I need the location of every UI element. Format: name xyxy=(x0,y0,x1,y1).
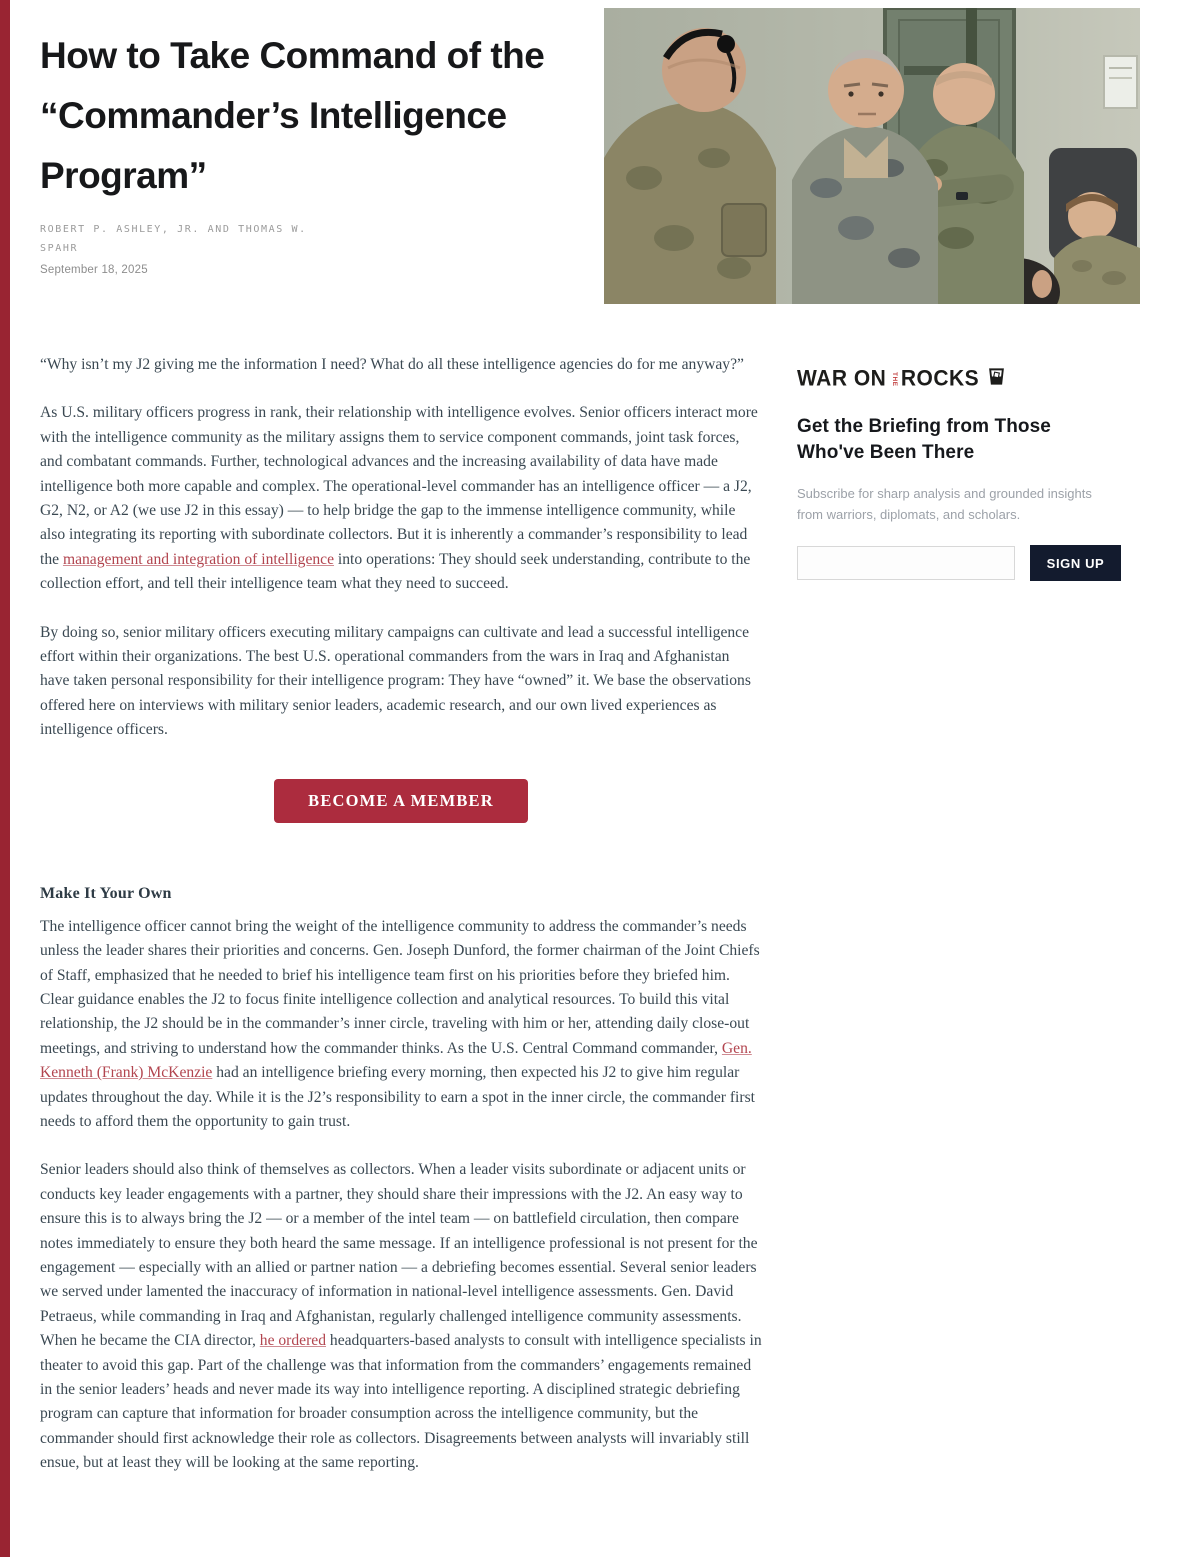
newsletter-subheading: Subscribe for sharp analysis and grounded insights from warriors, diplomats, and scholars. xyxy=(797,486,1092,523)
paragraph-text: had an intelligence briefing every morning, then expected his J2 to give him regular updates throughout the day. While it is the J2’s responsibility to earn a spot in the inner circle, the commander first needs to afford them the opportunity to gain trust. xyxy=(40,1064,755,1130)
intro-paragraphs xyxy=(40,345,762,743)
logo-text-rocks: ROCKS xyxy=(900,366,980,391)
paragraph-text: headquarters-based analysts to consult with intelligence specialists in theater to avoid this gap. Part of the challenge was that information from the commanders’ engagements remained in the senior leaders’ heads and never made its way into intelligence reporting. A disciplined strategic debriefing program can capture that information for broader consumption across the intelligence community, but the commander should first acknowledge their role as collectors. Disagreements between analysts will invariably still ensue, but at least they will be looking at the same reporting. xyxy=(40,1332,762,1472)
become-a-member-button[interactable]: BECOME A MEMBER xyxy=(274,779,528,823)
article-paragraph xyxy=(40,613,762,743)
article-paragraph xyxy=(40,1150,762,1475)
paragraph-text: As U.S. military officers progress in rank, their relationship with intelligence evolves. Senior officers interact more with the intelligence community as the military assigns them to service component commands, joint task forces, and combatant commands. Further, technological advances and the increasing availability of data have made intelligence both more capable and complex. The operational-level commander has an intelligence officer — a J2, G2, N2, or A2 (we use J2 in this essay) — to help bridge the gap to the immense intelligence community, while also integrating its reporting with subordinate collectors. But it is inherently a commander’s responsibility to lead the xyxy=(40,404,758,568)
byline[interactable]: ROBERT P. ASHLEY, JR. AND THOMAS W. SPAHR xyxy=(40,224,307,254)
logo-text-war-on: WAR ON xyxy=(797,366,887,391)
publish-date: September 18, 2025 xyxy=(40,264,148,276)
paragraph-text: The intelligence officer cannot bring the weight of the intelligence community to address the commander’s needs unless the leader shares their priorities and concerns. Gen. Joseph Dunford, the former chairman of the Joint Chiefs of Staff, emphasized that he needed to brief his intelligence team first on his priorities before they briefed him. Clear guidance enables the J2 to focus finite intelligence collection and analytical resources. To build this vital relationship, the J2 should be in the commander’s inner circle, traveling with him or her, attending daily close-out meetings, and striving to understand how the commander thinks. As the U.S. Central Command commander, xyxy=(40,917,760,1057)
email-input[interactable] xyxy=(797,546,1015,580)
article-paragraph xyxy=(40,393,762,596)
inline-link[interactable]: he ordered xyxy=(259,1332,327,1350)
article-paragraph xyxy=(40,907,762,1135)
section-paragraphs xyxy=(40,907,762,1476)
page-title: How to Take Command of the “Commander’s Intelligence Program” xyxy=(40,35,545,196)
article-paragraph xyxy=(40,345,762,377)
paragraph-text: into operations: They should seek understanding, contribute to the collection effort, and tell their intelligence team what they need to succeed. xyxy=(40,550,751,593)
newsletter-form xyxy=(797,545,1122,581)
hero-image xyxy=(604,8,1140,304)
logo-text-the: THE xyxy=(890,371,898,387)
article-body xyxy=(40,345,762,1492)
war-on-the-rocks-logo[interactable] xyxy=(797,366,1122,392)
paragraph-text: Senior leaders should also think of themselves as collectors. When a leader visits subordinate or adjacent units or conducts key leader engagements with a partner, they should share their impressions with the J2. An easy way to ensure this is to always bring the J2 — or a member of the intel team — on battlefield circulation, then compare notes immediately to ensure they both heard the same message. If an intelligence professional is not present for the engagement — especially with an allied or partner nation — a debriefing becomes essential. Several senior leaders we served under lamented the inaccuracy of information in national-level intelligence assessments. Gen. David Petraeus, while commanding in Iraq and Afghanistan, regularly challenged intelligence community assessments. When he became the CIA director, xyxy=(40,1161,758,1350)
hero-photo-illustration xyxy=(604,8,1140,304)
page-left-accent-bar xyxy=(0,0,10,1557)
member-button-wrap xyxy=(40,779,762,823)
paragraph-text: By doing so, senior military officers executing military campaigns can cultivate and lead a successful intelligence effort within their organizations. The best U.S. operational commanders from the wars in Iraq and Afghanistan have taken personal responsibility for their intelligence program: They have “owned” it. We base the observations offered here on interviews with military senior leaders, academic research, and our own lived experiences as intelligence officers. xyxy=(40,623,751,739)
inline-link[interactable]: management and integration of intelligence xyxy=(62,550,335,568)
newsletter-heading: Get the Briefing from Those Who've Been There xyxy=(797,416,1051,464)
section-heading: Make It Your Own xyxy=(40,884,172,902)
inline-link[interactable]: Gen. Kenneth (Frank) McKenzie xyxy=(40,1039,752,1082)
paragraph-text: “Why isn’t my J2 giving me the information I need? What do all these intelligence agencies do for me anyway?” xyxy=(40,356,744,373)
whiskey-glass-icon xyxy=(987,367,1006,391)
sign-up-button[interactable]: SIGN UP xyxy=(1030,545,1121,581)
newsletter-sidebar xyxy=(797,366,1122,581)
